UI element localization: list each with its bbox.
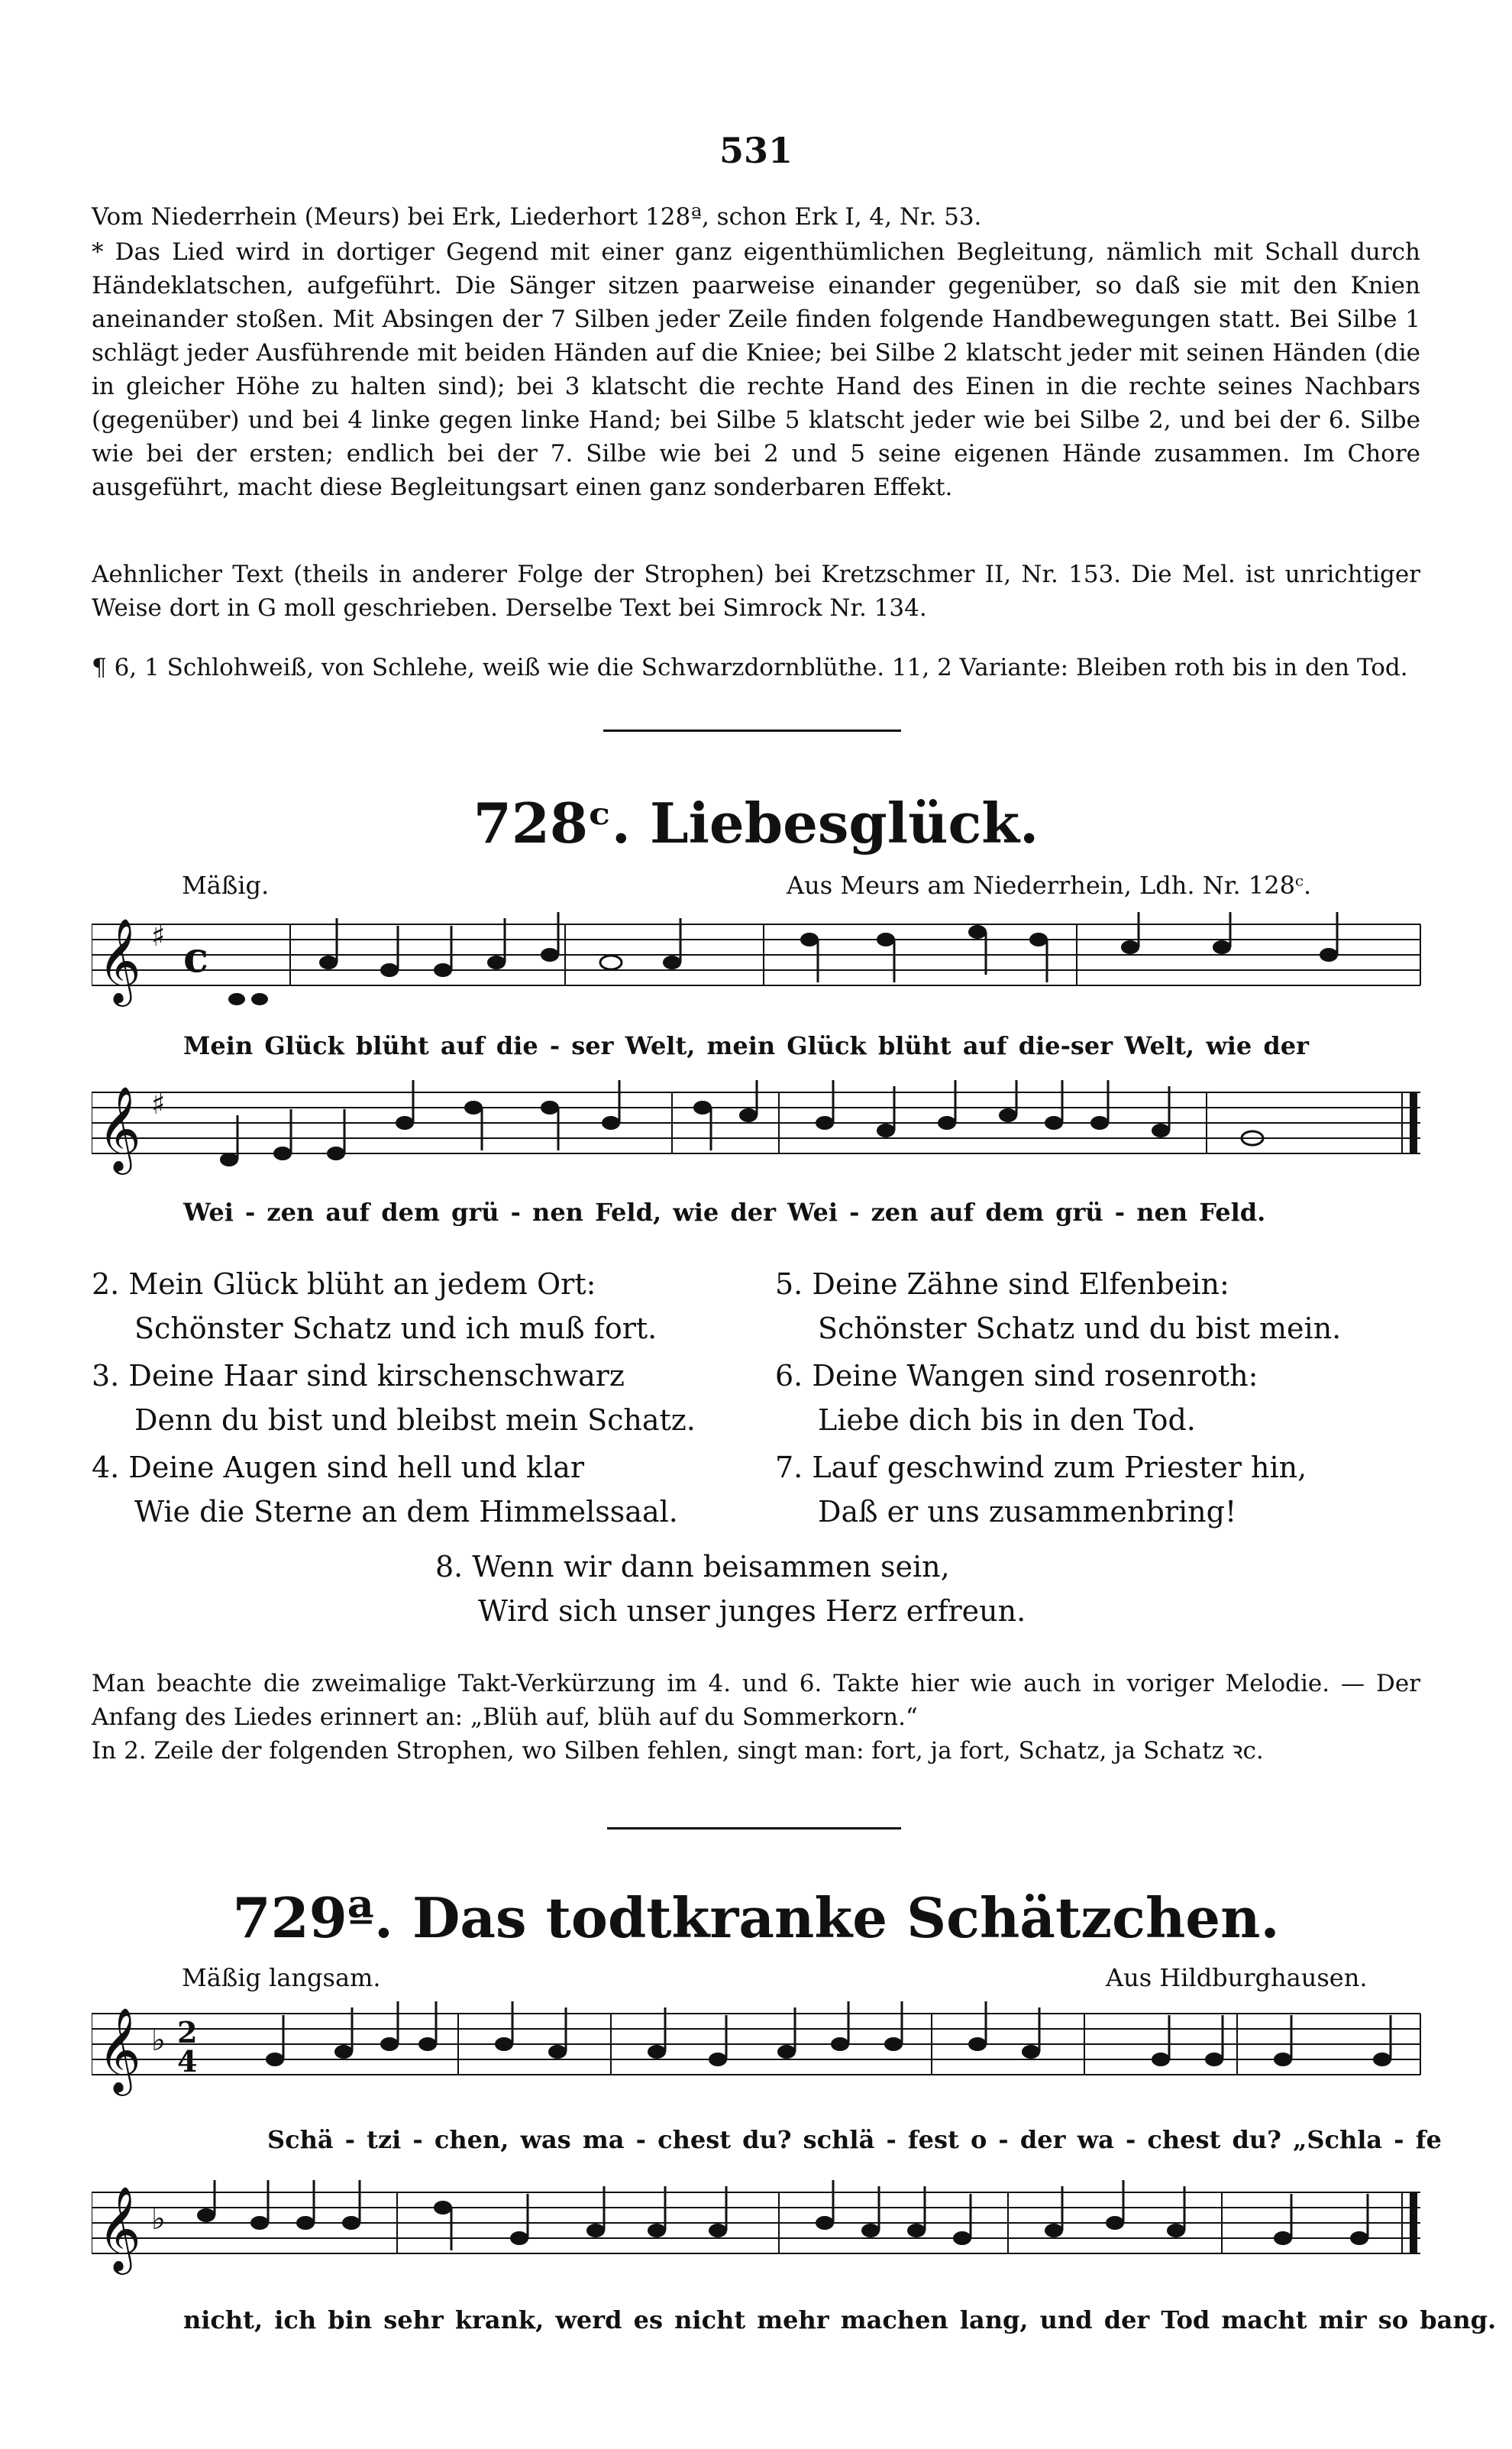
tempo-marking: Mäßig langsam. xyxy=(182,1963,381,1992)
svg-text:♯: ♯ xyxy=(151,1087,166,1121)
stanza: 7. Lauf geschwind zum Priester hin, Daß er uns zusammenbring! xyxy=(775,1451,1307,1529)
divider xyxy=(603,730,901,732)
lyrics-line: nicht, ich bin sehr krank, werd es nicht mehr machen lang, und der Tod macht mir so bang. xyxy=(183,2305,1497,2334)
gloss-note: ¶ 6, 1 Schlohweiß, von Schlehe, weiß wie die Schwarzdornblüthe. 11, 2 Variante: Bleiben roth bis in den Tod. xyxy=(92,654,1408,681)
stanza: 5. Deine Zähne sind Elfenbein: Schönster Schatz und du bist mein. xyxy=(775,1267,1342,1345)
song-source: Aus Hildburghausen. xyxy=(1106,1963,1368,1992)
svg-text:c: c xyxy=(183,933,208,982)
song-title: Liebesglück. xyxy=(649,791,1039,856)
divider xyxy=(607,1827,901,1829)
lyrics-line: Schä - tzi - chen, was ma - chest du? schlä - fest o - der wa - chest du? „Schla - fe xyxy=(267,2125,1442,2154)
tempo-marking: Mäßig. xyxy=(182,871,270,900)
page-number: 531 xyxy=(719,130,793,171)
music-staff xyxy=(92,1998,1428,2105)
svg-text:𝄞: 𝄞 xyxy=(98,1085,141,1171)
stanza: 6. Deine Wangen sind rosenroth: Liebe dich bis in den Tod. xyxy=(775,1359,1258,1437)
svg-text:♭: ♭ xyxy=(151,2023,166,2058)
song-title: Das todtkranke Schätzchen. xyxy=(412,1885,1280,1950)
svg-text:𝄞: 𝄞 xyxy=(98,917,141,1003)
stanza: 2. Mein Glück blüht an jedem Ort: Schönster Schatz und ich muß fort. xyxy=(92,1267,657,1345)
lyrics-line: Wei - zen auf dem grü - nen Feld, wie der Wei - zen auf dem grü - nen Feld. xyxy=(183,1198,1266,1227)
svg-text:2: 2 xyxy=(177,2015,198,2049)
song-source: Aus Meurs am Niederrhein, Ldh. Nr. 128ᶜ. xyxy=(787,871,1312,900)
music-staff xyxy=(92,909,1428,1016)
similar-text-note: Aehnlicher Text (theils in anderer Folge der Strophen) bei Kretzschmer II, Nr. 153. Die Mel. ist unrichtiger Weise dort in G moll geschrieben. Derselbe Text bei Simrock Nr. 134. xyxy=(92,561,1420,622)
source-note: Vom Niederrhein (Meurs) bei Erk, Liederhort 128ª, schon Erk I, 4, Nr. 53. xyxy=(92,203,982,231)
stanza: 4. Deine Augen sind hell und klar Wie die Sterne an dem Himmelssaal. xyxy=(92,1451,678,1529)
svg-text:♯: ♯ xyxy=(151,919,166,953)
song-number: 728ᶜ. xyxy=(473,791,631,856)
svg-text:𝄞: 𝄞 xyxy=(98,2185,141,2271)
svg-text:𝄞: 𝄞 xyxy=(98,2007,141,2092)
lyrics-line: Mein Glück blüht auf die - ser Welt, mein Glück blüht auf die-ser Welt, wie der xyxy=(183,1031,1309,1060)
stanza: 3. Deine Haar sind kirschenschwarz Denn du bist und bleibst mein Schatz. xyxy=(92,1359,696,1437)
song-number: 729ª. xyxy=(232,1885,393,1950)
music-staff xyxy=(92,2177,1428,2284)
song-heading xyxy=(0,791,1512,856)
svg-text:♭: ♭ xyxy=(151,2202,166,2237)
performance-note: Man beachte die zweimalige Takt-Verkürzung im 4. und 6. Takte hier wie auch in voriger Melodie. — Der Anfang des Liedes erinnert an: „Blüh auf, blüh auf du Sommerkorn.“ xyxy=(92,1670,1420,1731)
performance-note: In 2. Zeile der folgenden Strophen, wo Silben fehlen, singt man: fort, ja fort, Schatz, ja Schatz ꝛc. xyxy=(92,1737,1264,1765)
svg-text:4: 4 xyxy=(177,2044,198,2079)
footnote: * Das Lied wird in dortiger Gegend mit einer ganz eigenthümlichen Begleitung, nämlich mit Schall durch Händeklatschen, aufgeführt. Die Sänger sitzen paarweise einander gegenüber, so daß sie mit den Knien aneinander stoßen. Mit Absingen der 7 Silben jeder Zeile finden folgende Handbewegungen statt. Bei Silbe 1 schlägt jeder Ausführende mit beiden Händen auf die Kniee; bei Silbe 2 klatscht jeder mit seinen Händen (die in gleicher Höhe zu halten sind); bei 3 klatscht die rechte Hand des Einen in die rechte seines Nachbars (gegenüber) und bei 4 linke gegen linke Hand; bei Silbe 5 klatscht jeder wie bei Silbe 2, und bei der 6. Silbe wie bei der ersten; endlich bei der 7. Silbe wie bei 2 und 5 seine eigenen Hände zusammen. Im Chore ausgeführt, macht diese Begleitungsart einen ganz sonderbaren Effekt. xyxy=(92,238,1420,501)
music-staff xyxy=(92,1077,1428,1184)
song-heading xyxy=(0,1885,1512,1950)
stanza: 8. Wenn wir dann beisammen sein, Wird sich unser junges Herz erfreun. xyxy=(435,1550,1026,1628)
